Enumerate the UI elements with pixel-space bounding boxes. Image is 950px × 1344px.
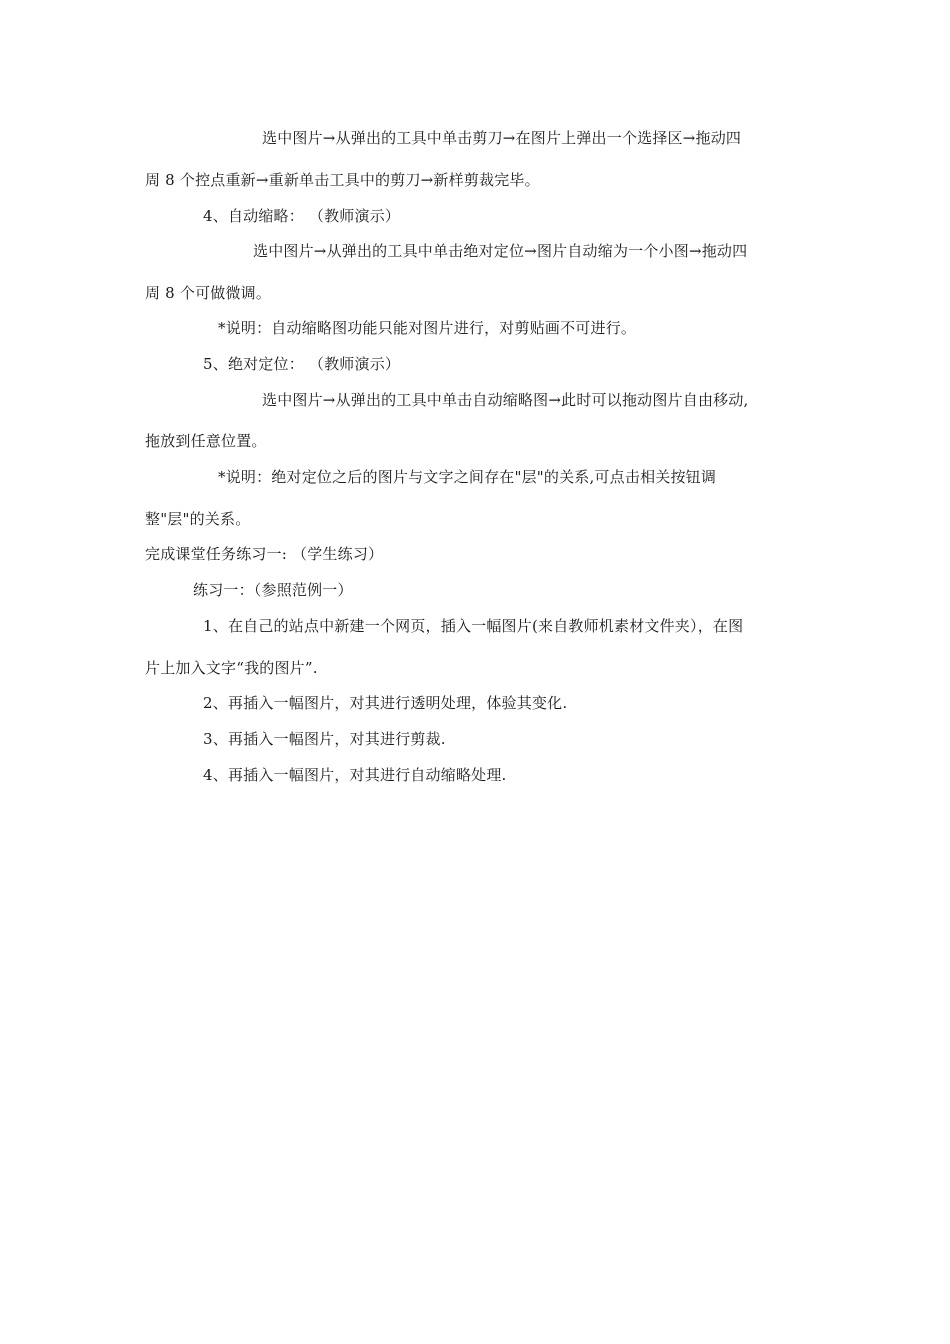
note-line: *说明：自动缩略图功能只能对图片进行，对剪贴画不可进行。 [218, 319, 637, 337]
text-line: 周 8 个控点重新→重新单击工具中的剪刀→新样剪裁完毕。 [145, 171, 540, 189]
text-line: 周 8 个可做微调。 [145, 284, 272, 302]
task-heading: 完成课堂任务练习一: （学生练习） [145, 545, 384, 563]
note-line: *说明：绝对定位之后的图片与文字之间存在"层"的关系,可点击相关按钮调 [218, 468, 717, 486]
text-line: 拖放到任意位置。 [145, 432, 267, 450]
text-line: 选中图片→从弹出的工具中单击剪刀→在图片上弹出一个选择区→拖动四 [262, 129, 742, 147]
note-line: 整"层"的关系。 [145, 510, 251, 528]
text-line: 选中图片→从弹出的工具中单击自动缩略图→此时可以拖动图片自由移动, [262, 391, 749, 409]
exercise-item: 4、再插入一幅图片，对其进行自动缩略处理. [203, 766, 507, 784]
exercise-item: 1、在自己的站点中新建一个网页，插入一幅图片(来自教师机素材文件夹），在图 [203, 617, 744, 635]
exercise-item: 片上加入文字“我的图片”. [145, 659, 318, 677]
section-heading: 4、自动缩略： （教师演示） [203, 207, 401, 225]
text-line: 选中图片→从弹出的工具中单击绝对定位→图片自动缩为一个小图→拖动四 [253, 242, 748, 260]
exercise-item: 2、再插入一幅图片，对其进行透明处理，体验其变化. [203, 694, 568, 712]
exercise-heading: 练习一：（参照范例一） [193, 581, 353, 599]
exercise-item: 3、再插入一幅图片，对其进行剪裁. [203, 730, 446, 748]
section-heading: 5、绝对定位： （教师演示） [203, 355, 401, 373]
